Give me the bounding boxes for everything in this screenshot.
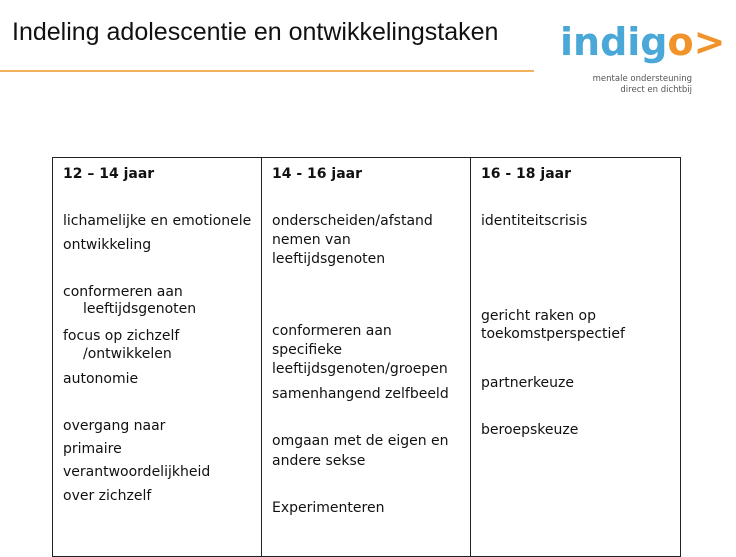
table-item: andere sekse (272, 453, 366, 469)
logo-tagline-line1: mentale ondersteuning (592, 74, 692, 84)
age-stages-table (52, 157, 681, 557)
table-column-16-18 (470, 158, 680, 556)
table-item: /ontwikkelen (83, 346, 172, 362)
table-item: Experimenteren (272, 500, 385, 516)
table-item: focus op zichzelf (63, 328, 180, 344)
logo-tagline-line2: direct en dichtbij (620, 85, 692, 95)
table-item: verantwoordelijkheid (63, 464, 211, 480)
table-item: specifieke (272, 342, 343, 358)
table-item: overgang naar (63, 418, 166, 434)
column-header: 16 - 18 jaar (481, 166, 571, 182)
title-divider (0, 70, 534, 72)
table-item: identiteitscrisis (481, 213, 588, 229)
table-item: leeftijdsgenoten/groepen (272, 361, 448, 377)
logo-tagline (584, 74, 692, 96)
table-column-12-14 (53, 158, 261, 556)
column-header: 14 - 16 jaar (272, 166, 362, 182)
slide-title: Indeling adolescentie en ontwikkelingstaken (12, 18, 499, 46)
table-item: over zichzelf (63, 488, 152, 504)
table-item: lichamelijke en emotionele (63, 213, 252, 229)
table-item: ontwikkeling (63, 237, 152, 253)
table-item: onderscheiden/afstand (272, 213, 433, 229)
table-item: leeftijdsgenoten (83, 301, 197, 317)
table-item: gericht raken op (481, 308, 596, 324)
logo-wordmark (560, 20, 726, 64)
table-item: omgaan met de eigen en (272, 433, 449, 449)
logo-word-part2: o> (667, 20, 726, 64)
table-item: conformeren aan (63, 284, 183, 300)
table-item: nemen van (272, 232, 351, 248)
table-item: conformeren aan (272, 323, 392, 339)
indigo-logo (560, 20, 726, 95)
table-item: partnerkeuze (481, 375, 575, 391)
column-header: 12 – 14 jaar (63, 166, 155, 182)
table-item: leeftijdsgenoten (272, 251, 386, 267)
table-item: samenhangend zelfbeeld (272, 386, 449, 402)
table-item: autonomie (63, 371, 139, 387)
table-item: primaire (63, 441, 122, 457)
table-column-14-16 (261, 158, 470, 556)
table-item: toekomstperspectief (481, 326, 625, 342)
logo-word-part1: indig (560, 20, 668, 64)
table-item: beroepskeuze (481, 422, 579, 438)
